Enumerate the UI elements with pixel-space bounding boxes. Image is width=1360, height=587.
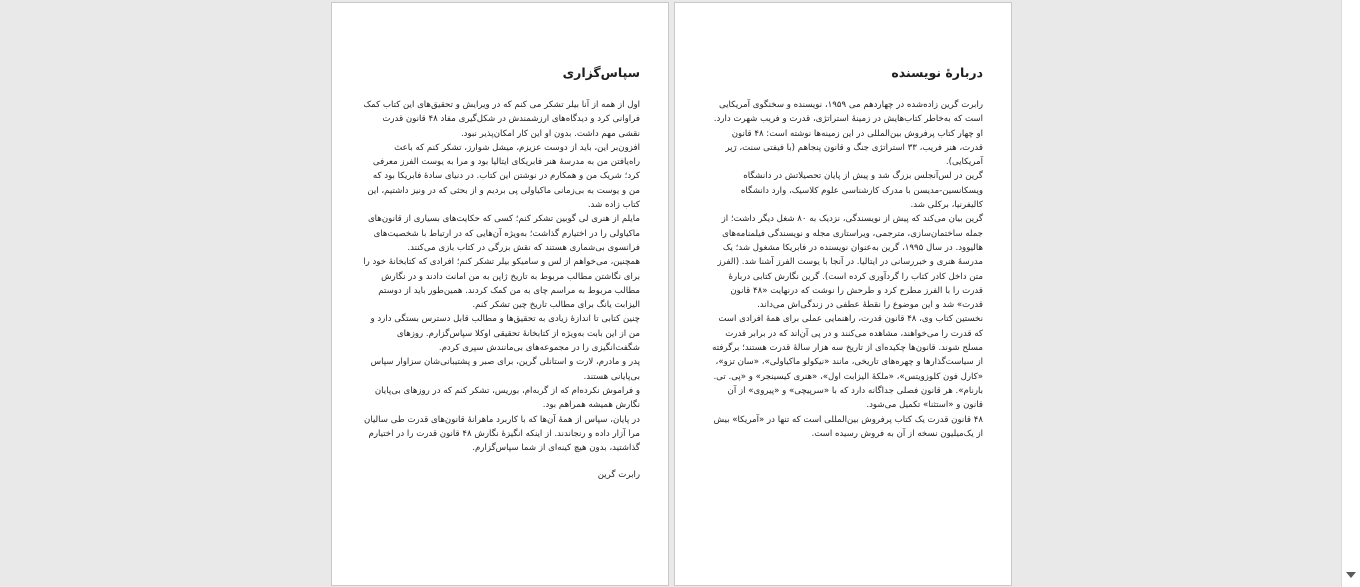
page-title: سپاس‌گزاری [562,65,640,80]
paragraph: چنین کتابی تا اندازهٔ زیادی به تحقیق‌ها و مطالب قابل دسترس بستگی دارد و من از این بابت به‌ویژه از کتابخانهٔ تحقیقی اوکلا سپاس‌گزارم. روزهای شگفت‌انگیزی را در مجموعه‌های بی‌مانندش سپری کردم. [370,314,640,354]
vertical-scrollbar[interactable] [1341,0,1360,587]
page-acknowledgements [331,2,669,586]
paragraph: افزون‌بر این، باید از دوست عزیزم، میشل شوارز، تشکر کنم که باعث راه‌یافتن من به مدرسهٔ هنر فابریکای ایتالیا بود و مرا به یوست الفرز معرفی کرد؛ شریک من و همکارم در نوشتن این کتاب. در دنیای سادهٔ فابریکا بود که من و یوست به بی‌زمانی ماکیاولی پی بردیم و از بحثی که در ونیز داشتیم، این کتاب زاده شد. [367,142,640,211]
page-title: دربارهٔ نویسنده [891,65,983,80]
paragraph: در پایان، سپاس از همهٔ آن‌ها که با کاربرد ماهرانهٔ قانون‌های قدرت طی سالیان مرا آزار داده و رنجاندند. از اینکه انگیزهٔ نگارش ۴۸ قانون قدرت را در اختیارم گذاشتید، بدون هیچ کینه‌ای از شما سپاس‌گزارم. [364,414,640,454]
page-body [707,98,983,441]
paragraph: ۴۸ قانون قدرت یک کتاب پرفروش بین‌المللی است که تنها در «آمریکا» بیش از یک‌میلیون نسخه از آن به فروش رسیده است. [713,414,983,439]
page-body [363,98,640,455]
paragraph: مایلم از هنری لی گوبین تشکر کنم؛ کسی که حکایت‌های بسیاری از قانون‌های ماکیاولی را در اختیارم گذاشت؛ به‌ویژه آن‌هایی که در ارتباط با شخصیت‌های فرانسوی بی‌شماری هستند که نقش بزرگی در کتاب بازی می‌کنند. [367,214,640,253]
paragraph: نخستین کتاب وی، ۴۸ قانون قدرت، راهنمایی عملی برای همهٔ افرادی است که قدرت را می‌خواهند، مشاهده می‌کنند و در پی آن‌اند که در برابر قدرت مسلح شوند. قانون‌ها چکیده‌ای از تاریخ سه هزار سالهٔ قدرت هستند؛ برگرفته از سیاست‌گذارها و چهره‌های تاریخی، مانند «نیکولو ماکیاولی»، «سان تزو»، «کارل فون کلوزویتس»، «ملکهٔ الیزابت اول»، «هنری کیسینجر» و «پی. تی. بارنام». هر قانون فصلی جداگانه دارد که با «سرپیچی» و «پیروی» از آن قانون و «استثنا» تکمیل می‌شود. [712,314,983,411]
page-content [707,65,983,441]
paragraph: همچنین، می‌خواهم از لس و سامیکو بیلر تشکر کنم؛ افرادی که کتابخانهٔ خود را برای نگاشتن مطالب مربوط به تاریخ ژاپن به من امانت دادند و در نگارش مطالب مربوط به مراسم چای به من کمک کردند. همین‌طور باید از دوستم الیزابت یانگ برای مطالب تاریخ چین تشکر کنم. [363,257,640,311]
paragraph: رابرت گرین زاده‌شده در چهاردهم می ۱۹۵۹، نویسنده و سخنگوی آمریکایی است که به‌خاطر کتاب‌هایش در زمینهٔ استراتژی، قدرت و فریب شهرت دارد. او چهار کتاب پرفروش بین‌المللی در این زمینه‌ها نوشته است: ۴۸ قانون قدرت، هنر فریب، ۳۳ استراتژی جنگ و قانون پنجاهم (با فیفتی سنت، رَپر آمریکایی). [713,100,983,168]
page-content [363,65,640,482]
page-about-author [674,2,1012,586]
paragraph: پدر و مادرم، لارت و استانلی گرین، برای صبر و پشتیبانی‌شان سزاوار سپاس بی‌پایانی هستند. [370,357,640,382]
chevron-down-icon[interactable] [1346,572,1356,578]
author-signature: رابرت گرین [597,470,640,481]
paragraph: گرین بیان می‌کند که پیش از نویسندگی، نزدیک به ۸۰ شغل دیگر داشت؛ از جمله ساختمان‌سازی، مترجمی، ویراستاری مجله و نویسندگی فیلمنامه‌های هالیوود. در سال ۱۹۹۵، گرین به‌عنوان نویسنده در فابریکا مشغول شد؛ یک مدرسهٔ هنری و خبررسانی در ایتالیا. در آنجا با یوست الفرز آشنا شد. (الفرز متن داخل کادر کتاب را گردآوری کرده است). گرین نگارش کتابی دربارهٔ قدرت را با الفرز مطرح کرد و طرحش را نوشت که درنهایت «۴۸ قانون قدرت» شد و این موضوع را نقطهٔ عطفی در زندگی‌اش می‌داند. [717,214,983,311]
paragraph: اول از همه از آنا بیلر تشکر می کنم که در ویرایش و تحقیق‌های این کتاب کمک فراوانی کرد و دیدگاه‌های ارزشمندش در شکل‌گیری مفاد ۴۸ قانون قدرت نقشی مهم داشت. بدون او این کار امکان‌پذیر نبود. [363,100,640,139]
paragraph: و فراموش نکرده‌ام که از گربه‌ام، بوریس، تشکر کنم که در روزهای بی‌پایان نگارش همیشه همراهم بود. [374,385,640,411]
paragraph: گرین در لس‌آنجلس بزرگ شد و پیش از پایان تحصیلاتش در دانشگاه ویسکانسین-مدیسن با مدرک کارشناسی علوم کلاسیک، وارد دانشگاه کالیفرنیا، برکلی شد. [740,171,983,211]
